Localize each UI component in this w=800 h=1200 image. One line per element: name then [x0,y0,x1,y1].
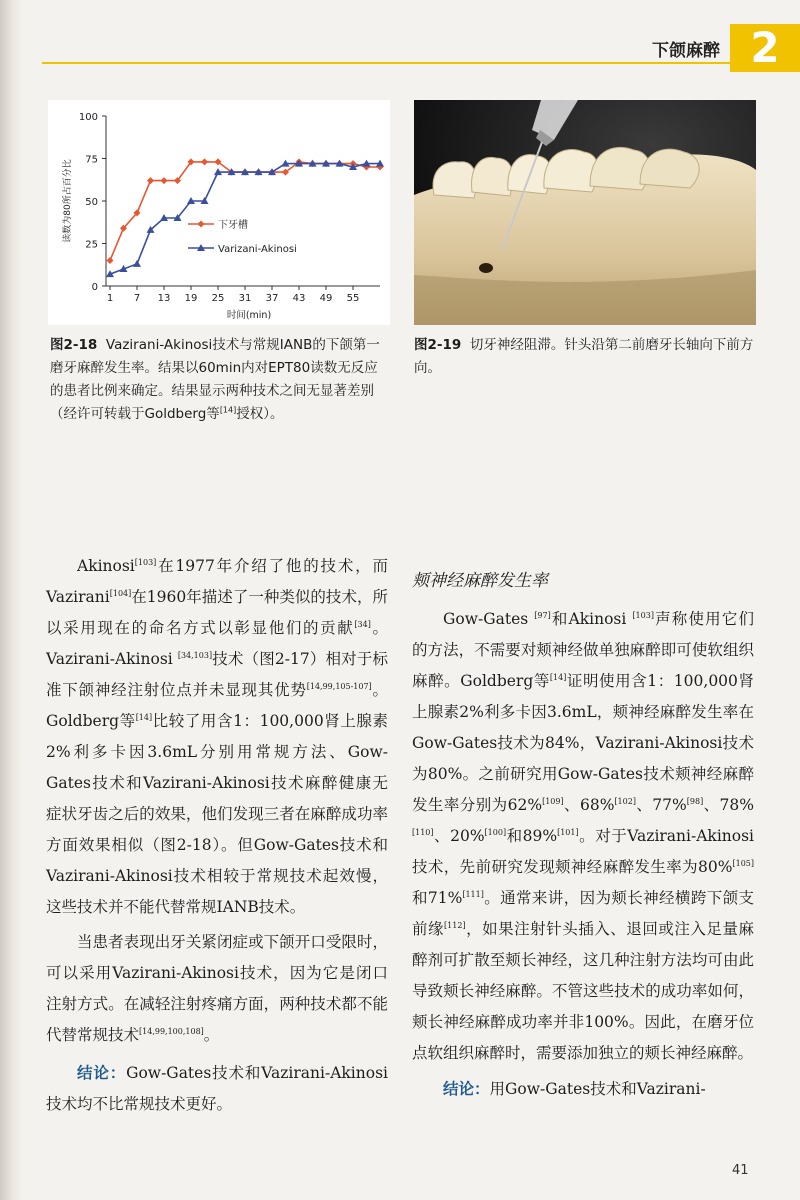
text-run: Akinosi [77,557,135,575]
figure-2-19-label: 图2-19 [414,337,462,353]
conclusion-text: Gow-Gates技术和Vazirani-Akinosi技术均不比常规技术更好。 [46,1064,388,1113]
text-run: 、68% [563,796,615,814]
x-tick-label: 19 [184,293,198,304]
right-text-column [412,566,754,1105]
citation: [14] [219,405,237,415]
conclusion-text: 用Gow-Gates技术和Vazirani- [489,1080,706,1098]
data-point-diamond [161,177,168,184]
text-run: 和Akinosi [550,610,633,628]
x-tick-label: 37 [265,293,279,304]
x-tick-label: 7 [133,293,141,304]
citation: [105] [732,858,754,868]
conclusion-paragraph [46,1057,388,1120]
text-run: 和71% [412,889,463,907]
text-run: 声称使用它们的方法，不需要对颊神经做单独麻醉即可使软组织麻醉。Goldberg等 [412,610,754,690]
legend-swatch-marker [198,221,205,228]
text-run: 。对于Vazirani-Akinosi技术，先前研究发现颊神经麻醉发生率为80% [412,827,754,876]
citation: [110] [412,827,434,837]
x-tick-label: 49 [319,293,333,304]
y-tick-label: 0 [91,282,98,293]
legend-label: 下牙槽 [218,220,248,231]
citation: [14] [135,712,153,722]
x-tick-label: 43 [292,293,306,304]
x-axis-label: 时间(min) [226,310,272,321]
citation: [34] [354,619,371,629]
y-tick-label: 50 [85,197,98,208]
citation: [111] [462,889,484,899]
figure-2-18-caption [50,334,390,426]
citation: [109] [542,796,564,806]
citation: [103] [632,610,654,620]
conclusion-label: 结论： [443,1079,490,1098]
header-rule [42,62,730,64]
data-point-diamond [147,177,154,184]
y-tick-label: 75 [85,154,98,166]
y-tick-label: 25 [85,239,98,251]
citation: [98] [686,796,704,806]
figure-2-19-caption [414,334,754,380]
citation: [34,103] [177,650,213,660]
line-chart [48,100,390,325]
section-title: 颊神经麻醉发生率 [412,571,548,591]
y-axis-label: 读数为80所占百分比 [63,159,73,243]
text-run: 在1977年介绍了他的技术，而Vazirani [46,557,388,606]
running-header-title: 下颌麻醉 [652,41,720,61]
citation: [112] [444,920,466,930]
text-run: 在1960年描述了一种类似的技术，所以采用现在的命名方式以彰显他们的贡献 [46,588,388,637]
text-run: 。通常来讲，因为颊长神经横跨下颌支前缘 [412,889,754,938]
paragraph [46,551,388,923]
paragraph [412,604,754,1069]
data-point-triangle [133,260,141,267]
caption-text: Vazirani-Akinosi技术与常规IANB的下颌第一磨牙麻醉发生率。结果以60min内对EPT80读数无反应的患者比例来确定。结果显示两种技术之间无显著差别（经许可转载于Goldberg等 [50,337,380,422]
y-tick-label: 100 [78,112,98,123]
text-run: 。 [203,1026,220,1044]
citation: [103] [134,557,157,567]
data-point-diamond [201,158,208,165]
caption-text: 授权）。 [236,406,284,422]
x-tick-label: 31 [238,293,252,304]
text-run: 、78% [703,796,755,814]
paragraph [46,927,388,1051]
citation: [104] [109,588,132,598]
x-tick-label: 1 [106,293,114,304]
figure-2-19-photo [414,100,756,325]
text-run: 。Goldberg等 [46,681,388,730]
citation: [101] [557,827,579,837]
text-run: 和89% [506,827,558,845]
text-run: 、77% [635,796,687,814]
text-run: 证明使用含1：100,000肾上腺素2%利多卡因3.6mL，颊神经麻醉发生率在Gow-Gates技术为84%，Vazirani-Akinosi技术为80%。之前研究用Gow-Gates技术颊神经麻醉发生率分别为62% [412,672,754,814]
x-tick-label: 55 [346,293,360,304]
citation: [100] [484,827,507,837]
legend-label: Varizani-Akinosi [218,244,297,255]
text-run: 技术（图2-17）相对于标准下颌神经注射位点并未显现其优势 [46,650,388,699]
text-run: 比较了用含1：100,000肾上腺素2%利多卡因3.6mL分别用常规方法、Gow-Gates技术和Vazirani-Akinosi技术麻醉健康无症状牙齿之后的效果，他们发现三者在麻醉成功率方面效果相似（图2-18）。但Gow-Gates技术和Vazirani-Akinosi技术相较于常规技术起效慢，这些技术并不能代替常规IANB技术。 [46,712,388,916]
text-run: Gow-Gates [443,610,535,628]
text-run: 、20% [433,827,485,845]
x-tick-label: 13 [157,293,171,304]
left-text-column [46,551,388,1120]
figure-2-18-label: 图2-18 [50,337,98,353]
citation: [14,99,105-107] [306,681,372,691]
page-gutter-shadow [0,0,22,1200]
x-tick-label: 25 [211,293,225,304]
page-number: 41 [732,1163,749,1178]
chapter-number-tab: 2 [730,24,800,72]
citation: [97] [534,610,551,620]
citation: [14,99,100,108] [139,1026,204,1036]
text-run: ，如果注射针头插入、退回或注入足量麻醉剂可扩散至颊长神经，这几种注射方法均可由此导致颊长神经麻醉。不管这些技术的成功率如何，颊长神经麻醉成功率并非100%。因此，在磨牙位点软组织麻醉时，需要添加独立的颊长神经麻醉。 [412,920,754,1062]
text-run: 。Vazirani-Akinosi [46,619,388,668]
citation: [102] [614,796,636,806]
figure-2-18-chart [48,100,390,325]
mandible-needle-illustration [414,100,756,325]
citation: [14] [549,672,567,682]
caption-text: 切牙神经阻滞。针头沿第二前磨牙长轴向下前方向。 [414,337,754,376]
data-point-diamond [107,257,114,264]
text-run: 当患者表现出牙关紧闭症或下颌开口受限时，可以采用Vazirani-Akinosi技术，因为它是闭口注射方式。在减轻注射疼痛方面，两种技术都不能代替常规技术 [46,933,388,1044]
conclusion-paragraph [412,1073,754,1105]
conclusion-label: 结论： [77,1063,127,1082]
